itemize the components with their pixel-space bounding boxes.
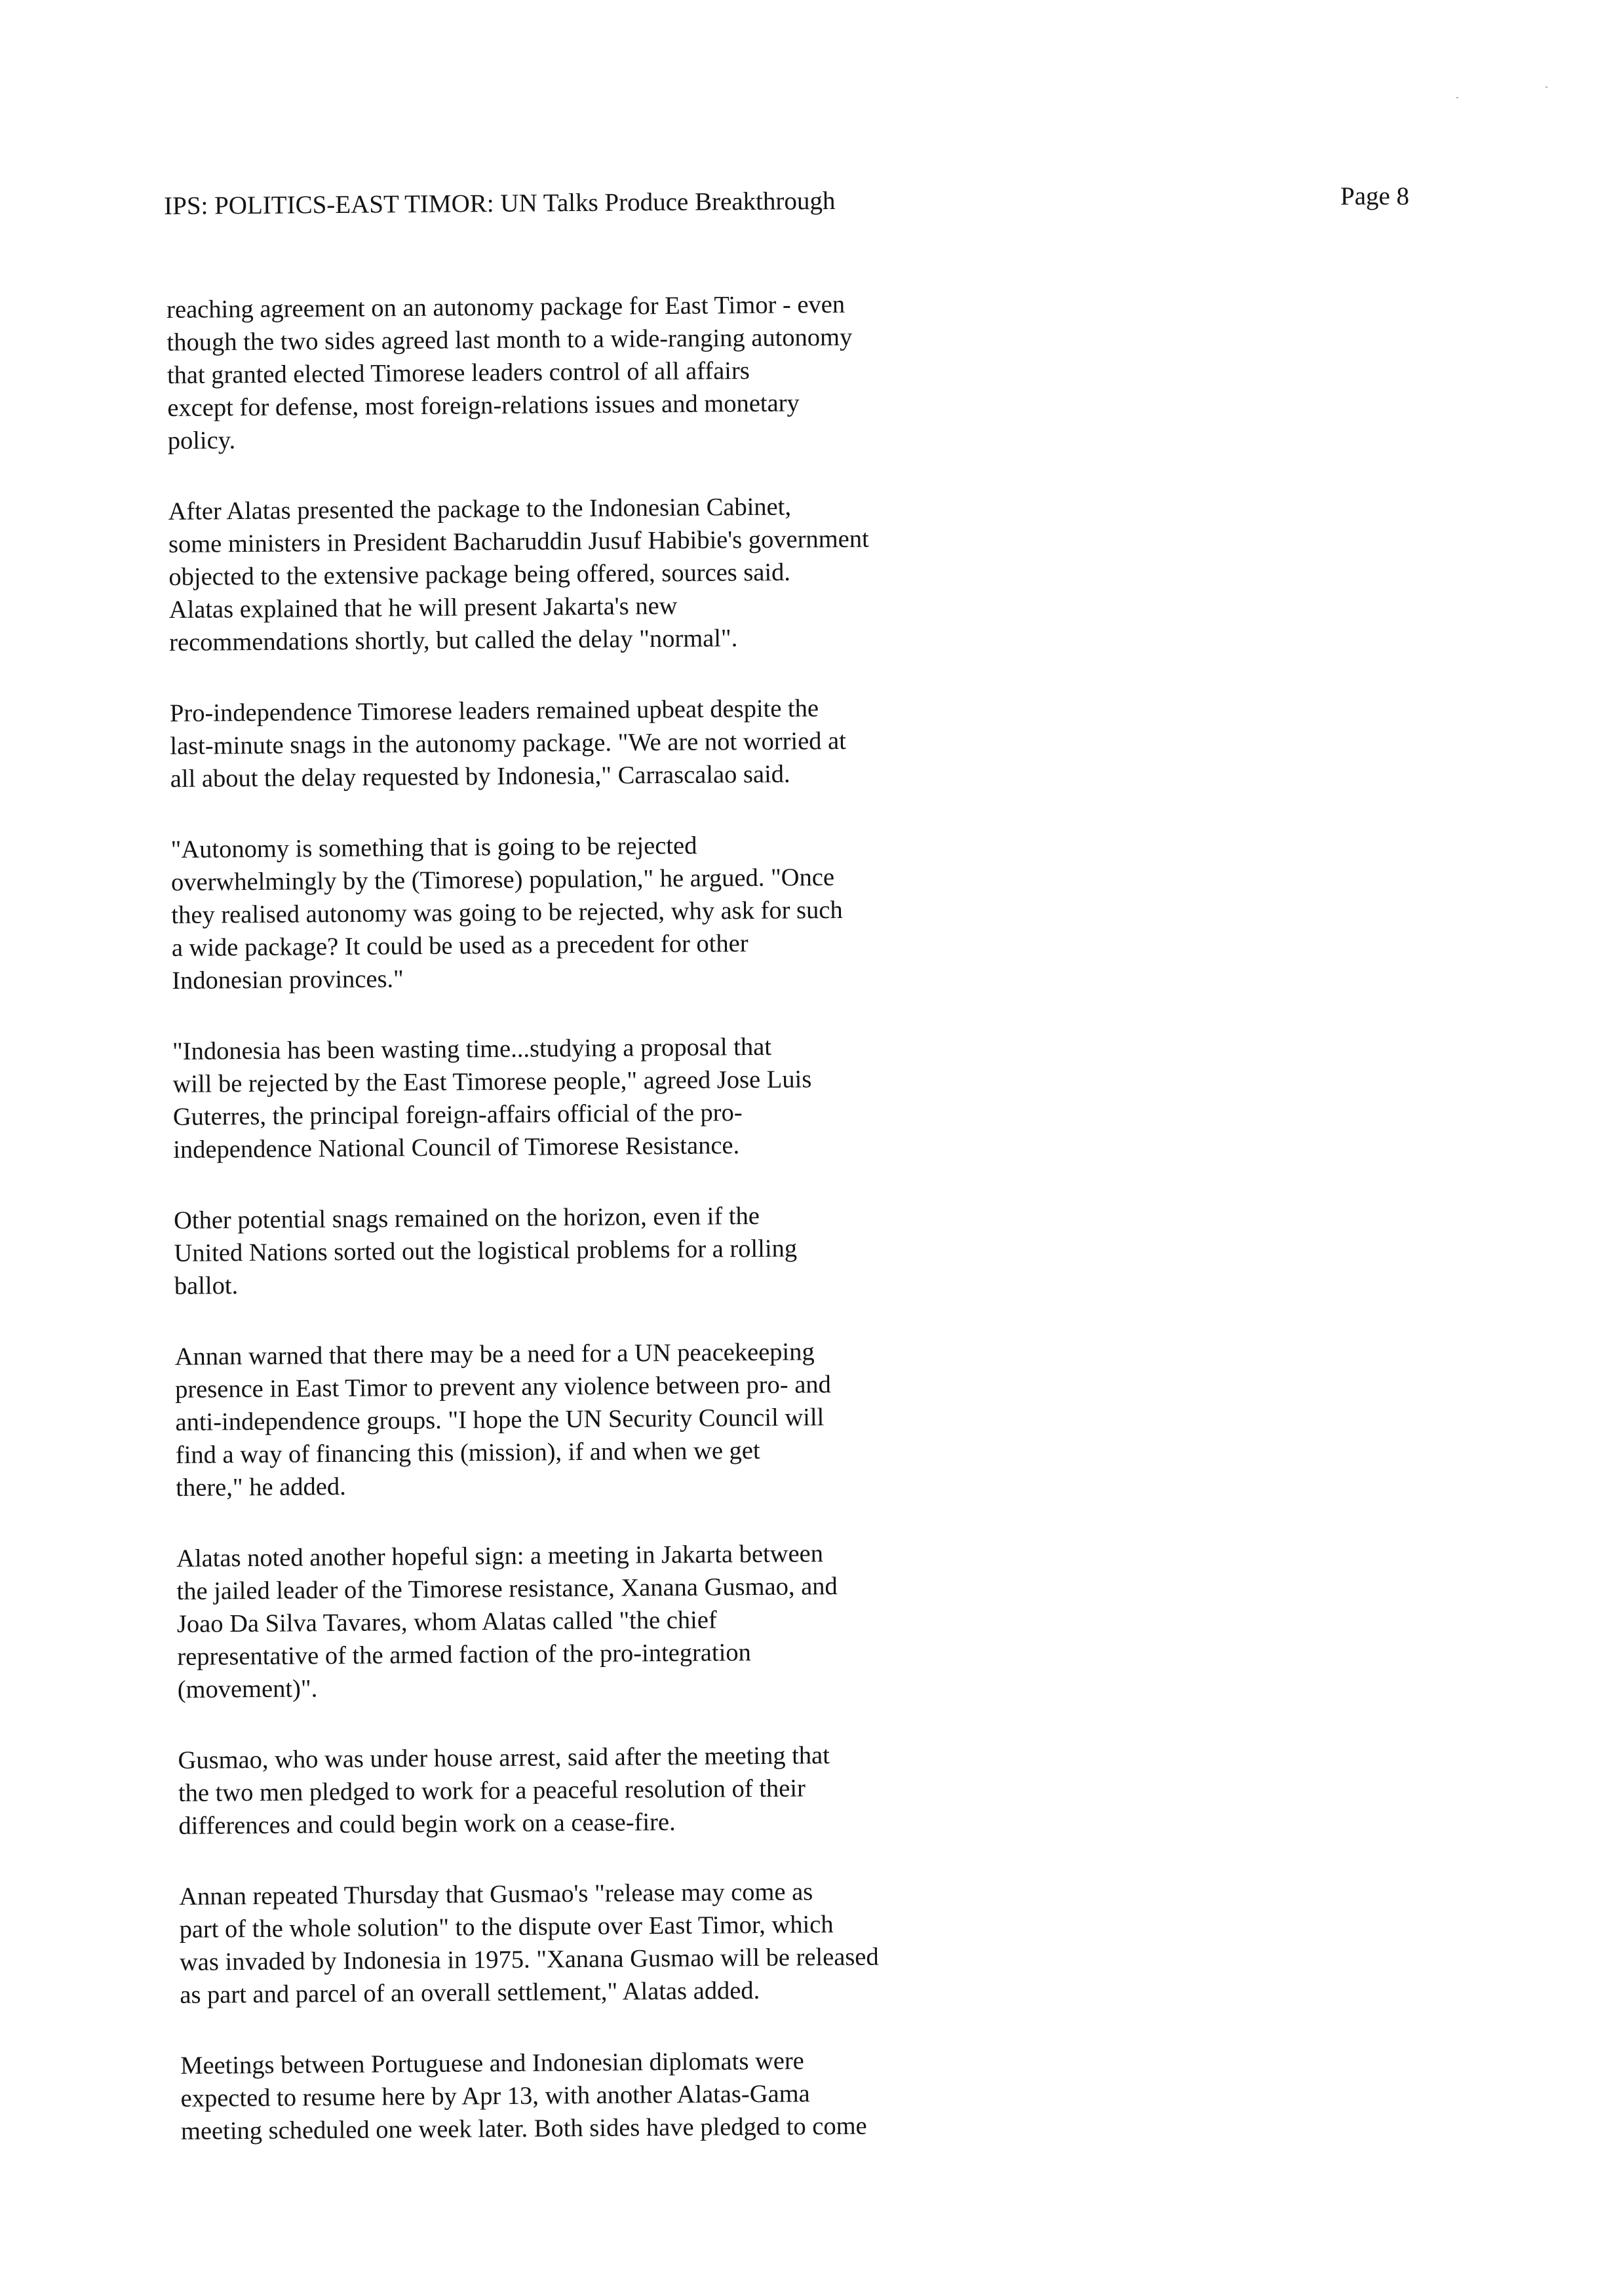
text-line: find a way of financing this (mission), if and when we get bbox=[175, 1436, 760, 1469]
text-line: "Autonomy is something that is going to be rejected bbox=[170, 832, 697, 864]
text-line: Joao Da Silva Tavares, whom Alatas called "the chief bbox=[176, 1606, 717, 1638]
text-line: ballot. bbox=[174, 1272, 239, 1300]
text-line: Gusmao, who was under house arrest, said after the meeting that bbox=[178, 1742, 830, 1774]
paragraph bbox=[178, 1738, 1004, 1843]
document-header-title: IPS: POLITICS-EAST TIMOR: UN Talks Produce Breakthrough bbox=[164, 186, 836, 220]
text-line: recommendations shortly, but called the delay "normal". bbox=[169, 624, 738, 657]
text-line: Meetings between Portuguese and Indonesian diplomats were bbox=[180, 2047, 804, 2080]
paragraph bbox=[180, 2043, 1007, 2148]
text-line: expected to resume here by Apr 13, with another Alatas-Gama bbox=[180, 2080, 810, 2113]
text-line: the two men pledged to work for a peaceful resolution of their bbox=[178, 1774, 806, 1807]
text-line: the jailed leader of the Timorese resistance, Xanana Gusmao, and bbox=[176, 1573, 838, 1605]
paragraph bbox=[166, 287, 994, 457]
text-line: Other potential snags remained on the horizon, even if the bbox=[173, 1202, 760, 1234]
article-body bbox=[166, 287, 1007, 2186]
text-line: differences and could begin work on a cease-fire. bbox=[178, 1808, 676, 1840]
paragraph bbox=[176, 1536, 1003, 1706]
text-line: a wide package? It could be used as a precedent for other bbox=[171, 930, 749, 962]
text-line: last-minute snags in the autonomy package. "We are not worried at bbox=[170, 727, 847, 760]
text-line: anti-independence groups. "I hope the UN Security Council will bbox=[175, 1404, 825, 1436]
text-line: presence in East Timor to prevent any violence between pro- and bbox=[174, 1371, 831, 1404]
text-line: that granted elected Timorese leaders control of all affairs bbox=[166, 357, 750, 389]
paragraph bbox=[168, 489, 995, 659]
text-line: they realised autonomy was going to be rejected, why ask for such bbox=[171, 896, 843, 929]
text-line: some ministers in President Bacharuddin Jusuf Habibie's government bbox=[168, 525, 869, 558]
text-line: Alatas explained that he will present Jakarta's new bbox=[168, 592, 678, 624]
text-line: all about the delay requested by Indonesia," Carrascalao said. bbox=[170, 760, 790, 793]
text-line: independence National Council of Timorese Resistance. bbox=[173, 1132, 740, 1164]
text-line: "Indonesia has been wasting time...studying a proposal that bbox=[172, 1033, 772, 1065]
text-line: overwhelmingly by the (Timorese) population," he argued. "Once bbox=[170, 864, 835, 896]
paragraph bbox=[172, 1029, 1000, 1166]
text-line: Annan warned that there may be a need for a UN peacekeeping bbox=[174, 1338, 815, 1371]
text-line: there," he added. bbox=[176, 1472, 346, 1502]
text-line: policy. bbox=[167, 427, 236, 455]
paragraph bbox=[170, 691, 996, 795]
paragraph bbox=[174, 1198, 1000, 1303]
text-line: Annan repeated Thursday that Gusmao's "release may come as bbox=[179, 1878, 813, 1911]
text-line: representative of the armed faction of the pro-integration bbox=[177, 1639, 751, 1671]
text-line: objected to the extensive package being offered, sources said. bbox=[168, 558, 791, 591]
scan-speck bbox=[1456, 97, 1458, 98]
text-line: Alatas noted another hopeful sign: a meeting in Jakarta between bbox=[176, 1540, 824, 1573]
paragraph bbox=[170, 827, 998, 997]
text-line: will be rejected by the East Timorese people," agreed Jose Luis bbox=[172, 1065, 812, 1098]
text-line: Indonesian provinces." bbox=[172, 965, 404, 995]
page-number: Page 8 bbox=[1340, 182, 1410, 210]
text-line: was invaded by Indonesia in 1975. "Xanana Gusmao will be released bbox=[179, 1943, 879, 1976]
text-line: though the two sides agreed last month to a wide-ranging autonomy bbox=[166, 323, 853, 356]
paragraph bbox=[179, 1874, 1006, 2012]
text-line: After Alatas presented the package to the Indonesian Cabinet, bbox=[168, 493, 792, 526]
text-line: reaching agreement on an autonomy package for East Timor - even bbox=[166, 290, 846, 324]
text-line: United Nations sorted out the logistical problems for a rolling bbox=[174, 1234, 798, 1267]
text-line: meeting scheduled one week later. Both sides have pledged to come bbox=[180, 2112, 867, 2145]
text-line: as part and parcel of an overall settlement," Alatas added. bbox=[180, 1976, 760, 2009]
scan-speck bbox=[1546, 86, 1547, 88]
text-line: Pro-independence Timorese leaders remained upbeat despite the bbox=[169, 695, 819, 727]
text-line: (movement)". bbox=[177, 1675, 318, 1704]
text-line: part of the whole solution" to the dispute over East Timor, which bbox=[179, 1911, 834, 1943]
text-line: except for defense, most foreign-relations issues and monetary bbox=[167, 389, 800, 422]
text-line: Guterres, the principal foreign-affairs official of the pro- bbox=[172, 1099, 743, 1131]
paragraph bbox=[175, 1334, 1002, 1504]
